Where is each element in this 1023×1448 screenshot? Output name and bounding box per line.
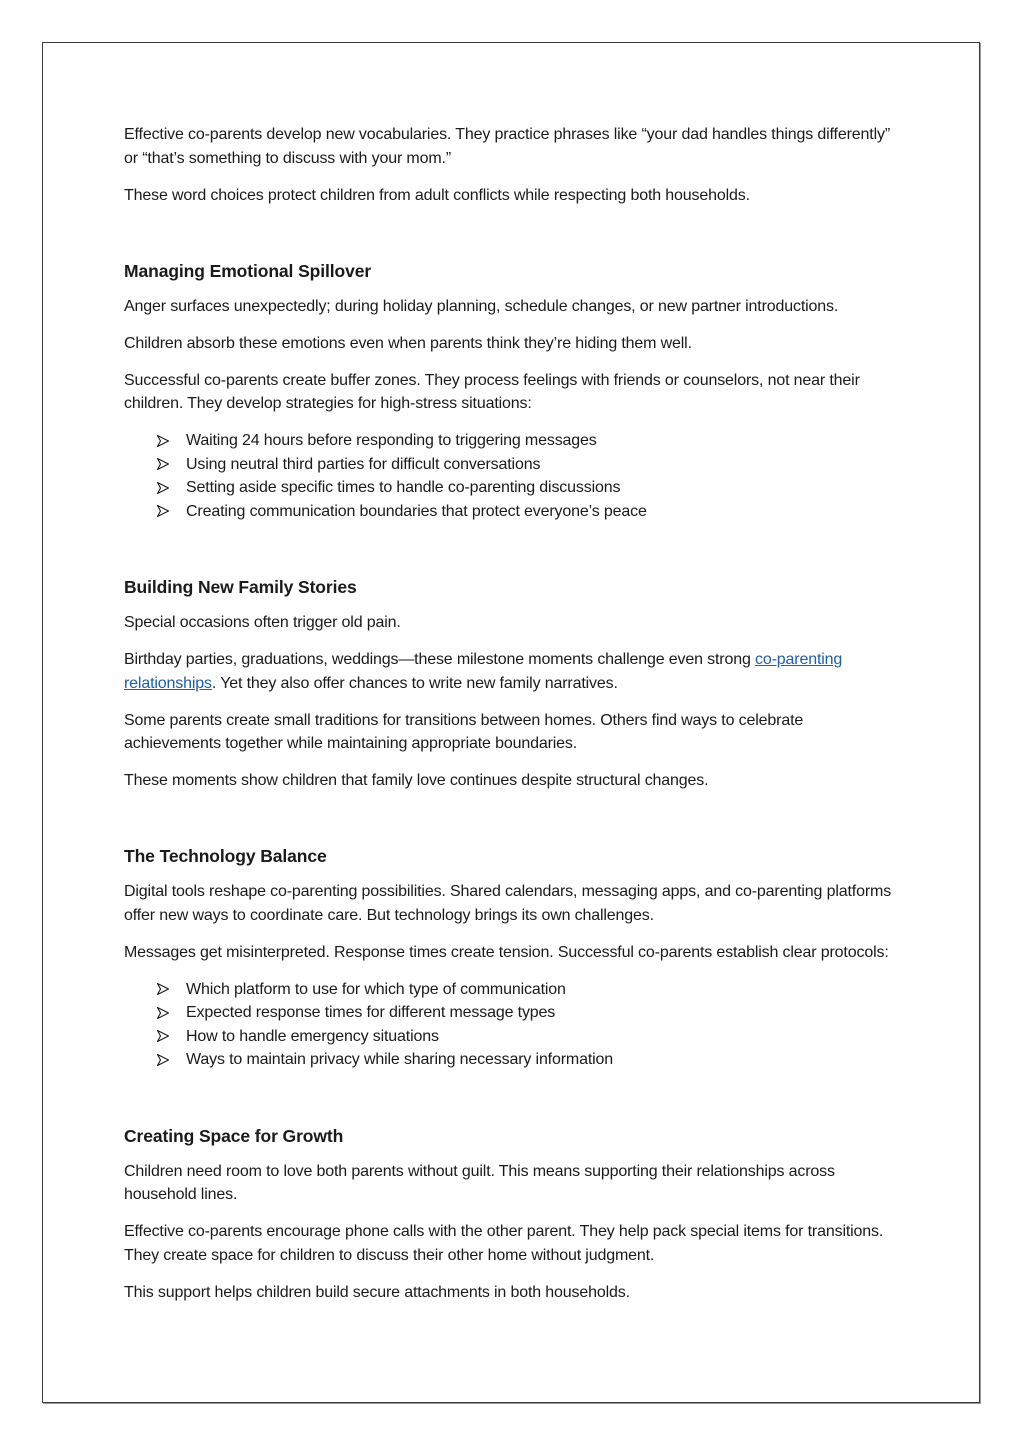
list-item xyxy=(186,1001,899,1025)
section4-paragraph-1: Children need room to love both parents without guilt. This means supporting their relationships across household lines. xyxy=(124,1162,835,1203)
arrowhead-bullet-icon xyxy=(157,429,171,453)
section2-paragraph-4: These moments show children that family love continues despite structural changes. xyxy=(124,772,709,789)
section2-paragraph-2 xyxy=(124,648,899,695)
section-heading-space-for-growth: Creating Space for Growth xyxy=(124,1125,344,1146)
section1-paragraph-1: Anger surfaces unexpectedly; during holiday planning, schedule changes, or new partner introductions. xyxy=(124,297,839,315)
intro-paragraph-1: Effective co-parents develop new vocabularies. They practice phrases like “your dad handles things differently” or “that’s something to discuss with your mom.” xyxy=(124,126,891,167)
section-spacer xyxy=(124,221,899,259)
arrowhead-bullet-icon xyxy=(157,453,171,477)
list-item-text: Expected response times for different message types xyxy=(186,1004,556,1021)
co-parenting-relationships-link[interactable]: co-parenting relationships xyxy=(124,651,843,692)
intro-paragraph-2: These word choices protect children from adult conflicts while respecting both households. xyxy=(124,186,750,204)
section1-paragraph-3: Successful co-parents create buffer zones. They process feelings with friends or counselors, not near their children. They develop strategies for high-stress situations: xyxy=(124,371,860,412)
section2-paragraph-1: Special occasions often trigger old pain. xyxy=(124,614,401,631)
section4-paragraph-2: Effective co-parents encourage phone calls with the other parent. They help pack special items for transitions. They create space for children to discuss their other home without judgment. xyxy=(124,1223,884,1264)
section3-bullet-list xyxy=(124,978,899,1072)
section-heading-technology-balance: The Technology Balance xyxy=(124,846,327,866)
section2-paragraph-3: Some parents create small traditions for transitions between homes. Others find ways to celebrate achievements together while maintaining appropriate boundaries. xyxy=(124,711,804,752)
section-spacer xyxy=(124,523,899,575)
list-item xyxy=(186,1048,899,1072)
section-heading-family-stories: Building New Family Stories xyxy=(124,577,357,597)
section2-paragraph-2-start: Birthday parties, graduations, weddings—these milestone moments challenge even strong xyxy=(124,651,756,668)
section4-paragraph-3: This support helps children build secure attachments in both households. xyxy=(124,1283,630,1301)
list-item-text: Which platform to use for which type of communication xyxy=(186,980,566,998)
section3-paragraph-1: Digital tools reshape co-parenting possibilities. Shared calendars, messaging apps, and co-parenting platforms offer new ways to coordinate care. But technology brings its own challenges. xyxy=(124,883,892,924)
list-item xyxy=(186,978,899,1002)
list-item xyxy=(186,453,899,477)
arrowhead-bullet-icon xyxy=(157,978,171,1002)
list-item xyxy=(186,429,899,453)
list-item-text: Creating communication boundaries that protect everyone’s peace xyxy=(186,502,647,520)
section-spacer xyxy=(124,806,899,844)
section1-bullet-list xyxy=(124,429,899,523)
list-item xyxy=(186,1025,899,1049)
list-item-text: Ways to maintain privacy while sharing necessary information xyxy=(186,1051,614,1068)
section2-paragraph-2-end: . Yet they also offer chances to write new family narratives. xyxy=(211,674,618,692)
list-item-text: Setting aside specific times to handle co-parenting discussions xyxy=(186,479,621,496)
list-item-text: Waiting 24 hours before responding to triggering messages xyxy=(186,432,597,449)
list-item-text: How to handle emergency situations xyxy=(186,1027,439,1045)
list-item xyxy=(186,476,899,500)
document-body xyxy=(124,123,899,1318)
section-heading-emotional-spillover: Managing Emotional Spillover xyxy=(124,260,372,281)
arrowhead-bullet-icon xyxy=(157,1001,171,1025)
list-item-text: Using neutral third parties for difficult conversations xyxy=(186,455,541,473)
section-spacer xyxy=(124,1072,899,1124)
arrowhead-bullet-icon xyxy=(157,1025,171,1049)
arrowhead-bullet-icon xyxy=(157,476,171,500)
list-item xyxy=(186,500,899,524)
section1-paragraph-2: Children absorb these emotions even when parents think they’re hiding them well. xyxy=(124,334,692,352)
arrowhead-bullet-icon xyxy=(157,500,171,524)
section3-paragraph-2: Messages get misinterpreted. Response times create tension. Successful co-parents establish clear protocols: xyxy=(124,943,889,961)
arrowhead-bullet-icon xyxy=(157,1048,171,1072)
